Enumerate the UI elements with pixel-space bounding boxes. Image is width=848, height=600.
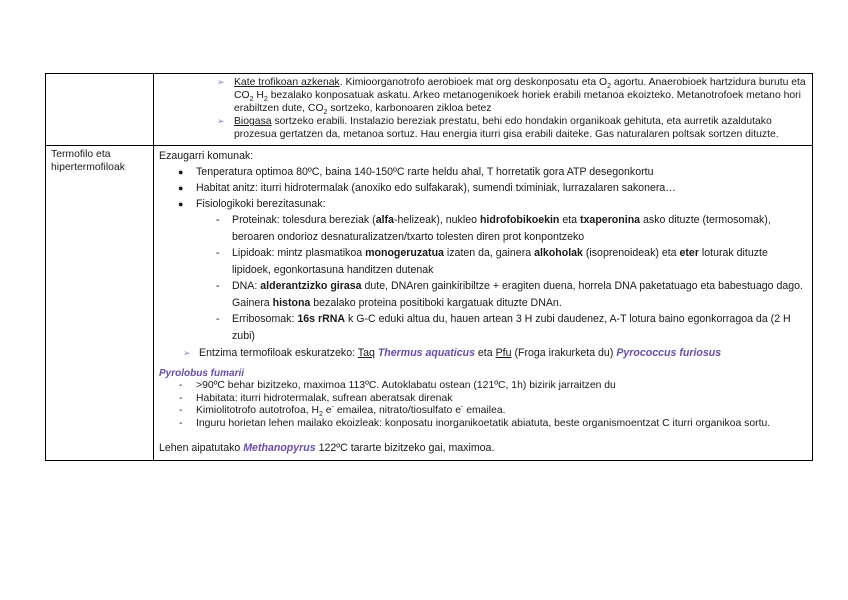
- row2-content-cell: [154, 146, 813, 461]
- row1-label-cell: [46, 74, 154, 146]
- species-heading: Pyrolobus fumarii: [159, 368, 245, 379]
- closing-note: Lehen aipatutako Methanopyrus 122ºC tararte bizitzeko gai, maximoa.: [159, 442, 495, 454]
- sub-list-item: - Lipidoak: mintz plasmatikoa monogeruzatua izaten da, gainera alkoholak (isoprenoideak) eta eter loturak dituzte lipidoek, egonkortasuna handitzen dutenak: [216, 247, 768, 276]
- list-item: ● Tenperatura optimoa 80ºC, baina 140-150ºC rarte heldu ahal, T horretatik gora ATP desegonkortu: [178, 166, 654, 178]
- row1-content-cell: [154, 74, 813, 146]
- list-item: ➢ Biogasa sortzeko erabili. Instalazio bereziak prestatu, behi edo hondakin organikoak gehituta, eta aurretik azaldutako prozesua gertatzen da, metanoa sortuz. Hau energia iturri gisa erabili daiteke. Gas naturalaren poltsak sortzen dituzte.: [217, 116, 779, 140]
- table-row: [46, 146, 813, 461]
- arrow-bullet-icon: ➢: [217, 116, 225, 126]
- row-label: Termofilo eta hipertermofiloak: [51, 149, 125, 173]
- sub-list-item: - Inguru horietan lehen mailako ekoizleak: konposatu inorganikoetatik abiatuta, beste organismoentzat C iturri organikoa sortu.: [179, 417, 771, 429]
- underlined-term: Kate trofikoan azkenak: [234, 77, 340, 88]
- bullet-dot-icon: ●: [178, 183, 184, 193]
- list-item: ● Fisiologikoki berezitasunak:: [178, 198, 326, 210]
- sub-list-item: - Erribosomak: 16s rRNA k G-C eduki altua du, hauen artean 3 H zubi daudenez, A-T lotura baino egonkorragoa da (2 H zubi): [216, 313, 791, 342]
- row2-label-cell: [46, 146, 154, 461]
- notes-table: [45, 73, 813, 461]
- list-item: ➢ Entzima termofiloak eskuratzeko: Taq Thermus aquaticus eta Pfu (Froga irakurketa du) Pyrococcus furiosus: [183, 347, 722, 359]
- sub-list-item: - Proteinak: tolesdura bereziak (alfa-helizeak), nukleo hidrofobikoekin eta txaperonina asko dituzte (termosomak), beroaren ondorioz desnaturalizatzen/txarto tolesten diren prot konpontzeko: [216, 214, 771, 243]
- bullet-dot-icon: ●: [178, 199, 184, 209]
- arrow-bullet-icon: ➢: [217, 77, 225, 87]
- section-heading: Ezaugarri komunak:: [159, 150, 254, 162]
- sub-list-item: - Habitata: iturri hidrotermalak, sufrean aberatsak direnak: [179, 392, 453, 404]
- underlined-term: Biogasa: [234, 116, 272, 127]
- sub-list-item: - >90ºC behar bizitzeko, maximoa 113ºC. Autoklabatu ostean (121ºC, 1h) bizirik jarraitzen du: [179, 380, 616, 391]
- arrow-bullet-icon: ➢: [183, 348, 191, 358]
- table-row: [46, 74, 813, 146]
- sub-list-item: - Kimiolitotrofo autotrofoa, $H_2$ e- emailea, nitrato/tiosulfato e- emailea.: [179, 403, 506, 419]
- sub-list-item: - DNA: alderantzizko girasa dute, DNAren gainkiribiltze + eragiten duena, horrela DNA paketatuago eta babestuago dago. Gainera histona bezalako proteina positiboki kargatuak dituzte DNAn.: [216, 280, 803, 309]
- list-item: ➢ Kate trofikoan azkenak. Kimioorganotrofo aerobioek mat org deskonposatu eta $O_2$ agortu. Anaerobioek hartzidura burutu eta $CO_2$ $H_2$ bezalako konposatuak askatu. Arkeo metanogenikoek horiek erabili metanoa ekoizteko. Metanotrofoek metano hori erabiltzen dute, $CO_2$ sortzeko, karbonoaren zikloa betez: [217, 77, 806, 117]
- list-item: ● Habitat anitz: iturri hidrotermalak (anoxiko edo sulfakarak), sumendi tximiniak, lurrazalaren sakonera…: [178, 182, 676, 194]
- bullet-dot-icon: ●: [178, 167, 184, 177]
